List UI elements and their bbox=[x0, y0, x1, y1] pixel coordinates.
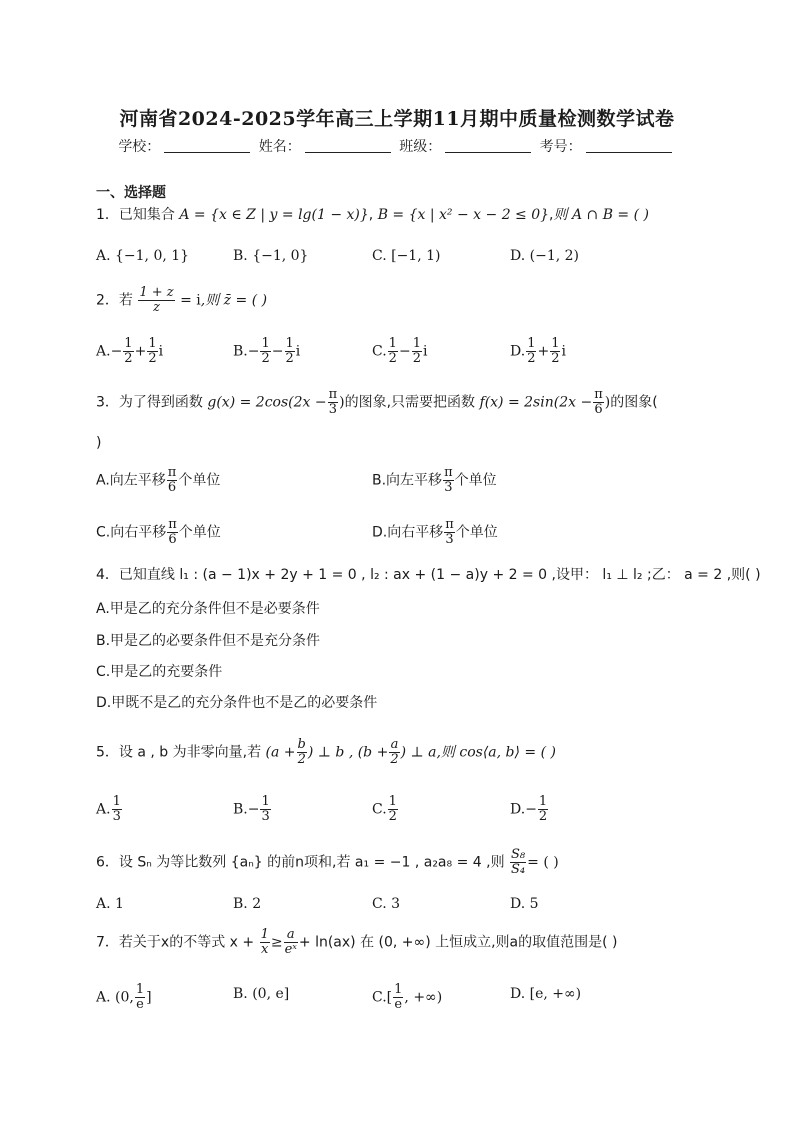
school-label: 学校： bbox=[118, 139, 161, 155]
option-b[interactable]: B. 2 bbox=[233, 896, 262, 912]
question-ask: ,则 z̄ = ( ) bbox=[200, 292, 268, 309]
option-d[interactable]: D.甲既不是乙的充分条件也不是乙的必要条件 bbox=[96, 695, 378, 711]
question-7: 7．若关于x的不等式 x + $\frac{1}{x}$ ≥ $\frac{a}{\text{eˣ}}$ + ln(ax) 在 (0, +∞) 上恒成立,则a的取值范围是( ) bbox=[96, 927, 618, 957]
option-c[interactable]: C. $\frac{1}{2}$ bbox=[372, 794, 397, 824]
option-c[interactable]: C.[ $\frac{1}{e}$ , +∞) bbox=[372, 982, 443, 1012]
option-c[interactable]: C. [−1, 1) bbox=[372, 248, 441, 264]
option-c[interactable]: C.甲是乙的充要条件 bbox=[96, 664, 223, 680]
question-5: 5．设 a , b 为非零向量,若 (a + $\frac{b}{2}$ ) ⊥ b , (b + $\frac{a}{2}$ ) ⊥ a,则 cos⟨a, b⟩ = ( ) bbox=[96, 737, 556, 767]
number-label: 考号： bbox=[539, 139, 582, 155]
option-a[interactable]: A.甲是乙的充分条件但不是必要条件 bbox=[96, 601, 320, 617]
question-3-close: ) bbox=[96, 435, 102, 451]
school-blank[interactable] bbox=[164, 138, 250, 153]
class-blank[interactable] bbox=[445, 138, 531, 153]
function-f: f(x) = 2sin(2x − bbox=[479, 394, 593, 411]
question-3: 3．为了得到函数 g(x) = 2cos(2x − $\frac{\pi}{3}$ )的图象,只需要把函数 f(x) = 2sin(2x − $\frac{\pi}{6}$ )的图象( bbox=[96, 387, 658, 417]
option-a[interactable]: A. {−1, 0, 1} bbox=[96, 248, 190, 264]
question-text: 的图象,只需要把函数 bbox=[344, 394, 476, 411]
question-text: 已知集合 bbox=[118, 207, 175, 223]
option-d[interactable]: D. $\frac{1}{2}$ + $\frac{1}{2}$ i bbox=[510, 336, 566, 366]
set-a-expression: A = {x ∈ Z | y = lg(1 − x)} bbox=[179, 207, 369, 223]
question-2 bbox=[96, 286, 267, 315]
question-4 bbox=[96, 564, 761, 586]
question-text: + ln(ax) 在 (0, +∞) 上恒成立,则a的取值范围是( ) bbox=[298, 934, 618, 951]
option-d[interactable]: D. [e, +∞) bbox=[510, 986, 582, 1002]
question-number: 1． bbox=[96, 207, 119, 223]
question-number: 2． bbox=[96, 292, 119, 309]
option-d[interactable]: D.− $\frac{1}{2}$ bbox=[510, 794, 548, 824]
question-text: 为了得到函数 bbox=[118, 394, 203, 411]
question-number: 3． bbox=[96, 394, 119, 411]
option-b[interactable]: B.− $\frac{1}{3}$ bbox=[233, 794, 270, 824]
question-6: 6．设 Sₙ 为等比数列 {aₙ} 的前n项和,若 a₁ = −1 , a₂a₈ = 4 ,则 $\frac{\text{S₈}}{\text{S₄}}$ = ( ) bbox=[96, 847, 559, 877]
question-ask: 则 A ∩ B = ( ) bbox=[553, 207, 649, 223]
question-number: 7． bbox=[96, 934, 119, 951]
fraction: $\frac{1 + z}{z}$ bbox=[139, 285, 174, 315]
question-text: 设 a , b 为非零向量,若 bbox=[118, 744, 262, 761]
question-text: 若关于x的不等式 x + bbox=[118, 934, 255, 951]
option-a[interactable]: A.− $\frac{1}{2}$ + $\frac{1}{2}$ i bbox=[96, 336, 164, 366]
question-text: 的图象( bbox=[610, 394, 658, 411]
question-text: 已知直线 l₁ : (a − 1)x + 2y + 1 = 0 , l₂ : ax + (1 − a)y + 2 = 0 ,设甲： l₁ ⊥ l₂ ;乙： a = 2 ,则( ) bbox=[118, 567, 761, 583]
section-heading: 一、选择题 bbox=[96, 185, 166, 201]
option-d[interactable]: D. 5 bbox=[510, 896, 539, 912]
option-a[interactable]: A. (0, $\frac{1}{e}$ ] bbox=[96, 982, 152, 1012]
number-blank[interactable] bbox=[586, 138, 672, 153]
option-b[interactable]: B. {−1, 0} bbox=[233, 248, 309, 264]
option-c[interactable]: C. 3 bbox=[372, 896, 401, 912]
option-b[interactable]: B. (0, e] bbox=[233, 986, 290, 1002]
page-title: 河南省2024-2025学年高三上学期11月期中质量检测数学试卷 bbox=[119, 108, 675, 130]
question-text: 设 Sₙ 为等比数列 {aₙ} 的前n项和,若 a₁ = −1 , a₂a₈ = 4 ,则 bbox=[118, 854, 505, 871]
question-text: 若 bbox=[118, 292, 133, 309]
question-number: 6． bbox=[96, 854, 119, 871]
function-g: g(x) = 2cos(2x − bbox=[207, 394, 327, 411]
question-ask: ,则 cos⟨a, b⟩ = ( ) bbox=[436, 744, 556, 761]
option-a[interactable]: A.向左平移 $\frac{\pi}{6}$ 个单位 bbox=[96, 465, 221, 495]
name-label: 姓名： bbox=[258, 139, 301, 155]
option-a[interactable]: A. 1 bbox=[96, 896, 124, 912]
option-b[interactable]: B.向左平移 $\frac{\pi}{3}$ 个单位 bbox=[372, 465, 497, 495]
option-a[interactable]: A. $\frac{1}{3}$ bbox=[96, 794, 121, 824]
option-c[interactable]: C.向右平移 $\frac{\pi}{6}$ 个单位 bbox=[96, 517, 221, 547]
option-b[interactable]: B.− $\frac{1}{2}$ − $\frac{1}{2}$ i bbox=[233, 336, 301, 366]
set-b-expression: B = {x | x² − x − 2 ≤ 0} bbox=[377, 207, 550, 223]
name-blank[interactable] bbox=[305, 138, 391, 153]
question-number: 4． bbox=[96, 567, 119, 583]
question-1: 1．已知集合 A = {x ∈ Z | y = lg(1 − x)}, B = {x | x² − x − 2 ≤ 0},则 A ∩ B = ( ) bbox=[96, 207, 649, 223]
class-label: 班级： bbox=[399, 139, 442, 155]
student-info-line bbox=[0, 136, 794, 156]
option-c[interactable]: C. $\frac{1}{2}$ − $\frac{1}{2}$ i bbox=[372, 336, 428, 366]
option-d[interactable]: D. (−1, 2) bbox=[510, 248, 579, 264]
question-number: 5． bbox=[96, 744, 119, 761]
equation: = i bbox=[180, 292, 201, 309]
option-b[interactable]: B.甲是乙的必要条件但不是充分条件 bbox=[96, 633, 321, 649]
option-d[interactable]: D.向右平移 $\frac{\pi}{3}$ 个单位 bbox=[372, 517, 498, 547]
